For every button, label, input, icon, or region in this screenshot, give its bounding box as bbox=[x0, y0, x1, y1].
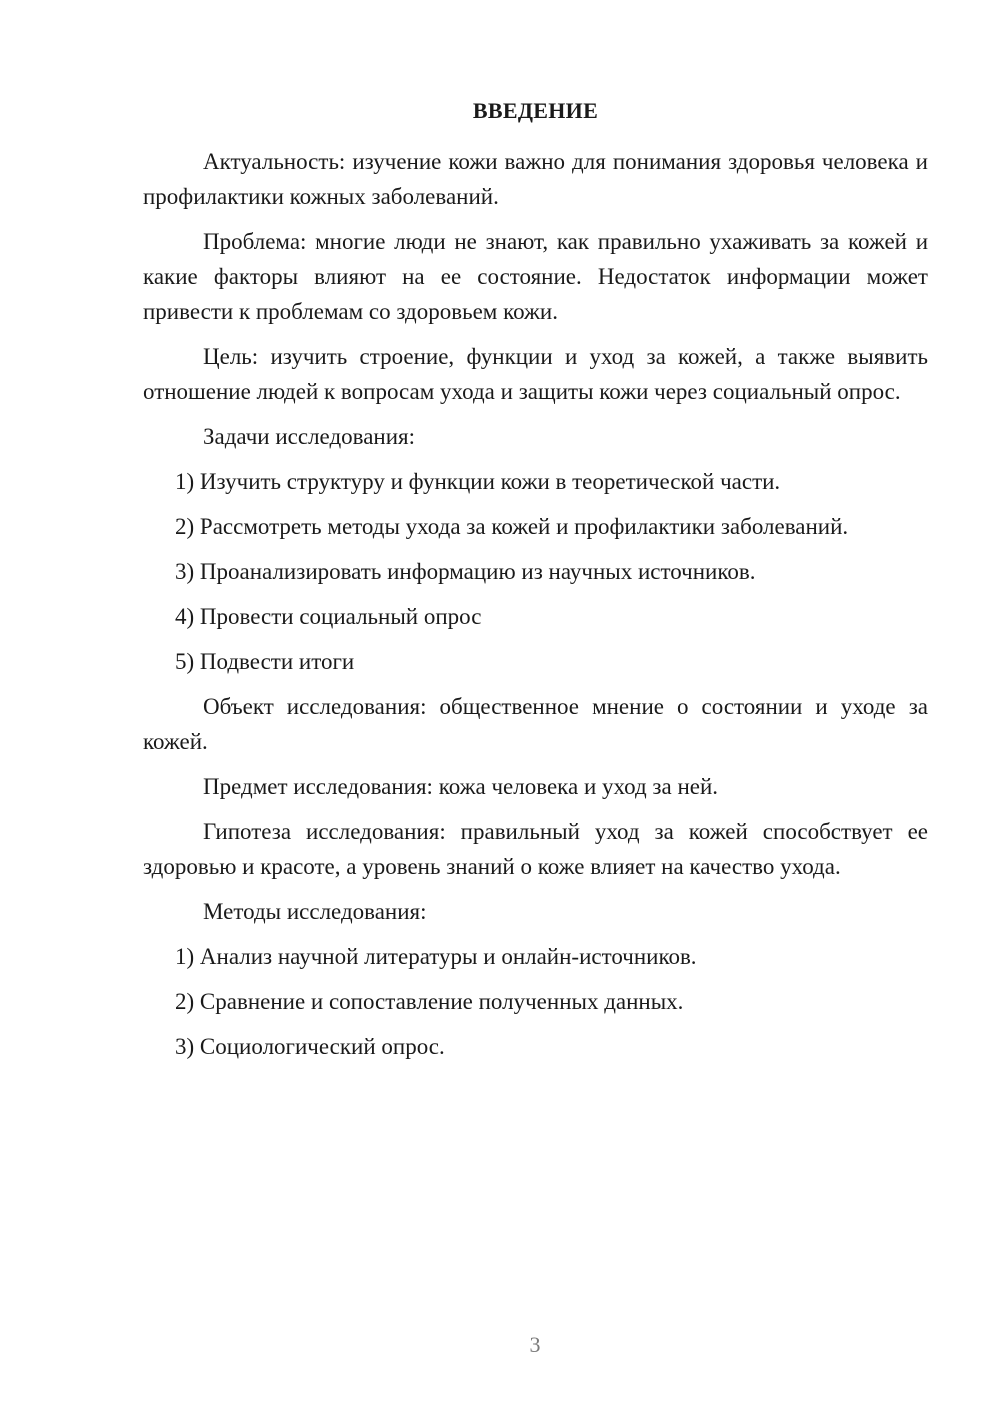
task-item: 3) Проанализировать информацию из научных источников. bbox=[175, 559, 756, 584]
problem-paragraph: Проблема: многие люди не знают, как правильно ухаживать за кожей и какие факторы влияют на ее состояние. Недостаток информации может привести к проблемам со здоровьем кожи. bbox=[143, 229, 928, 324]
document-page bbox=[143, 96, 928, 1074]
method-item: 2) Сравнение и сопоставление полученных данных. bbox=[175, 989, 684, 1014]
page-title: ВВЕДЕНИЕ bbox=[472, 98, 599, 123]
tasks-heading: Задачи исследования: bbox=[203, 424, 416, 449]
hypothesis-paragraph: Гипотеза исследования: правильный уход за кожей способствует ее здоровью и красоте, а уровень знаний о коже влияет на качество ухода. bbox=[143, 819, 928, 879]
relevance-paragraph: Актуальность: изучение кожи важно для понимания здоровья человека и профилактики кожных заболеваний. bbox=[143, 149, 928, 209]
task-item: 1) Изучить структуру и функции кожи в теоретической части. bbox=[175, 469, 781, 494]
task-item: 4) Провести социальный опрос bbox=[175, 604, 482, 629]
task-item: 5) Подвести итоги bbox=[175, 649, 355, 674]
tasks-list bbox=[143, 464, 928, 679]
object-paragraph: Объект исследования: общественное мнение о состоянии и уходе за кожей. bbox=[143, 694, 928, 754]
subject-paragraph: Предмет исследования: кожа человека и уход за ней. bbox=[203, 774, 719, 799]
methods-list bbox=[143, 939, 928, 1064]
method-item: 1) Анализ научной литературы и онлайн-источников. bbox=[175, 944, 697, 969]
method-item: 3) Социологический опрос. bbox=[175, 1034, 445, 1059]
page-number: 3 bbox=[529, 1332, 541, 1357]
goal-paragraph: Цель: изучить строение, функции и уход за кожей, а также выявить отношение людей к вопросам ухода и защиты кожи через социальный опрос. bbox=[143, 344, 928, 404]
task-item: 2) Рассмотреть методы ухода за кожей и профилактики заболеваний. bbox=[175, 514, 849, 539]
methods-heading: Методы исследования: bbox=[203, 899, 427, 924]
